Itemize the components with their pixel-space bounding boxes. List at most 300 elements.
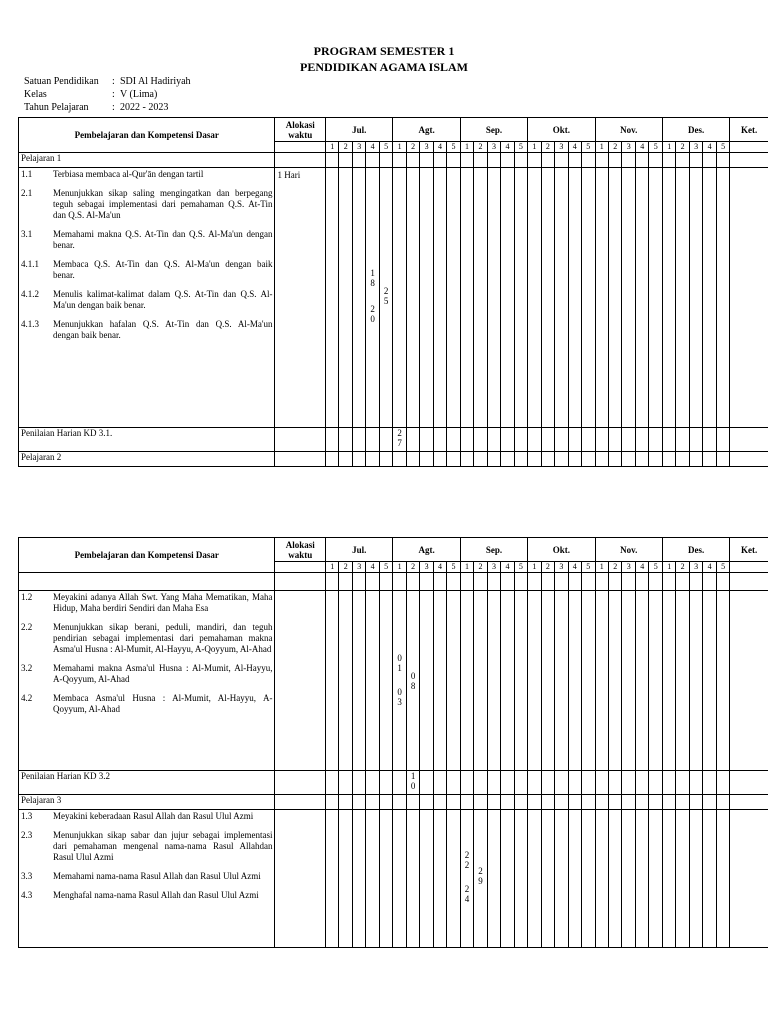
- grid-cell: [514, 810, 527, 948]
- header-month: Okt.: [528, 118, 595, 142]
- info-value: V (Lima): [120, 89, 158, 100]
- header-month: Des.: [662, 538, 729, 562]
- schedule-mark: 18: [370, 268, 375, 288]
- grid-cell: [352, 573, 365, 591]
- grid-cell: [460, 153, 473, 168]
- grid-cell: [447, 153, 461, 168]
- header-kompetensi: Pembelajaran dan Kompetensi Dasar: [19, 538, 275, 573]
- grid-cell: [393, 795, 406, 810]
- ket-cell: [730, 771, 768, 795]
- grid-cell: [406, 153, 419, 168]
- grid-cell: [568, 771, 581, 795]
- grid-cell: [716, 573, 730, 591]
- grid-cell: [366, 573, 379, 591]
- week-number: 1: [460, 562, 473, 573]
- grid-cell: [595, 428, 608, 452]
- grid-cell: [487, 168, 500, 428]
- grid-cell: [676, 153, 689, 168]
- grid-cell: [275, 153, 326, 168]
- grid-cell: [352, 428, 365, 452]
- grid-cell: [501, 153, 514, 168]
- grid-cell: [703, 795, 716, 810]
- competency-number: 2.2: [21, 622, 33, 632]
- competency-text: Menulis kalimat-kalimat dalam Q.S. At-Tin dan Q.S. Al-Ma'un dengan baik benar.: [53, 289, 273, 310]
- grid-cell: [420, 428, 433, 452]
- header-alokasi: Alokasi waktu: [275, 118, 326, 142]
- grid-cell: [649, 573, 663, 591]
- grid-cell: [541, 795, 554, 810]
- grid-cell: [595, 168, 608, 428]
- grid-cell: [595, 810, 608, 948]
- grid-cell: [662, 452, 675, 467]
- competency-text: Memahami makna Asma'ul Husna : Al-Mumit, Al-Hayyu, A-Qoyyum, Al-Ahad: [53, 663, 273, 684]
- schedule-mark: 01: [397, 653, 402, 673]
- grid-cell: [649, 810, 663, 948]
- competency-item: [21, 229, 272, 251]
- grid-cell: [19, 573, 275, 591]
- grid-cell: [406, 810, 419, 948]
- header-month: Jul.: [326, 538, 393, 562]
- schedule-mark: 24: [464, 884, 470, 904]
- week-number: 4: [433, 142, 446, 153]
- grid-cell: [568, 591, 581, 771]
- grid-cell: [555, 795, 568, 810]
- grid-cell: [352, 591, 365, 771]
- competency-item: [21, 259, 272, 281]
- competency-item: [21, 890, 272, 901]
- grid-cell: [568, 168, 581, 428]
- grid-cell: [716, 168, 730, 428]
- ket-cell: [730, 168, 768, 428]
- penilaian-row: [19, 428, 768, 452]
- grid-cell: [501, 771, 514, 795]
- grid-cell: [676, 573, 689, 591]
- grid-cell: [339, 771, 352, 795]
- competency-item: [21, 693, 272, 715]
- grid-cell: [635, 452, 648, 467]
- grid-cell: [622, 452, 635, 467]
- grid-cell: [474, 452, 487, 467]
- grid-cell: [703, 452, 716, 467]
- grid-cell: [501, 591, 514, 771]
- grid-cell: [379, 452, 393, 467]
- grid-cell: [662, 428, 675, 452]
- week-number: 3: [555, 142, 568, 153]
- week-number: 3: [689, 142, 702, 153]
- grid-cell: [716, 428, 730, 452]
- competency-number: 1.3: [21, 811, 33, 821]
- grid-cell: [716, 795, 730, 810]
- header-row: [19, 118, 768, 142]
- grid-cell: [487, 428, 500, 452]
- grid-cell: [676, 591, 689, 771]
- grid-cell: [649, 452, 663, 467]
- week-number: 5: [447, 562, 461, 573]
- grid-cell: [406, 168, 419, 428]
- grid-cell: [595, 795, 608, 810]
- competency-row: [19, 591, 768, 771]
- grid-cell: [379, 810, 393, 948]
- grid-cell: [676, 452, 689, 467]
- grid-cell: [514, 591, 527, 771]
- week-number: 1: [393, 562, 406, 573]
- week-number: 2: [474, 142, 487, 153]
- week-number: 1: [393, 142, 406, 153]
- grid-cell: [447, 168, 461, 428]
- competency-number: 3.1: [21, 229, 33, 239]
- competency-item: [21, 188, 272, 221]
- grid-cell: [649, 795, 663, 810]
- grid-cell: [474, 795, 487, 810]
- grid-cell: [609, 153, 622, 168]
- grid-cell: [460, 428, 473, 452]
- grid-cell: [622, 795, 635, 810]
- grid-cell: [541, 573, 554, 591]
- grid-cell: [420, 810, 433, 948]
- document-subtitle: PENDIDIKAN AGAMA ISLAM: [299, 60, 468, 74]
- grid-cell: [326, 771, 339, 795]
- grid-cell: [635, 771, 648, 795]
- grid-cell: [528, 428, 541, 452]
- grid-cell: [275, 428, 326, 452]
- grid-cell: [433, 428, 446, 452]
- grid-cell: [406, 591, 419, 771]
- grid-cell: [582, 573, 596, 591]
- grid-cell: [622, 810, 635, 948]
- grid-cell: [420, 795, 433, 810]
- competency-number: 4.1.3: [21, 319, 39, 329]
- grid-cell: [703, 168, 716, 428]
- week-number: 4: [703, 142, 716, 153]
- week-number: 1: [595, 142, 608, 153]
- grid-cell: [474, 591, 487, 771]
- grid-cell: [406, 795, 419, 810]
- grid-cell: [433, 591, 446, 771]
- grid-cell: [649, 168, 663, 428]
- header-month: Agt.: [393, 118, 460, 142]
- grid-cell: [703, 153, 716, 168]
- grid-cell: [339, 452, 352, 467]
- grid-cell: [339, 428, 352, 452]
- grid-cell: [460, 591, 473, 771]
- document-title: PROGRAM SEMESTER 1: [313, 44, 455, 58]
- grid-cell: [716, 810, 730, 948]
- competency-item: [21, 319, 272, 341]
- week-number: 5: [649, 562, 663, 573]
- grid-cell: [703, 771, 716, 795]
- penilaian-label: Penilaian Harian KD 3.2: [19, 771, 275, 795]
- grid-cell: [447, 771, 461, 795]
- grid-cell: [635, 168, 648, 428]
- grid-cell: [487, 810, 500, 948]
- competency-number: 3.3: [21, 871, 33, 881]
- week-number: 5: [649, 142, 663, 153]
- week-number: 4: [501, 142, 514, 153]
- competency-number: 4.3: [21, 890, 33, 900]
- grid-cell: [326, 168, 339, 428]
- week-number: 2: [339, 142, 352, 153]
- week-number: 5: [716, 142, 730, 153]
- grid-cell: [528, 168, 541, 428]
- competency-list: [19, 810, 275, 948]
- grid-cell: [730, 562, 768, 573]
- week-number: 4: [635, 142, 648, 153]
- grid-cell: [352, 810, 365, 948]
- grid-cell: [528, 153, 541, 168]
- week-number: 5: [379, 142, 393, 153]
- pelajaran-row: [19, 452, 768, 467]
- week-number: 2: [609, 562, 622, 573]
- grid-cell: [716, 591, 730, 771]
- grid-cell: [393, 573, 406, 591]
- grid-cell: [622, 771, 635, 795]
- grid-cell: [366, 168, 379, 428]
- grid-cell: [662, 573, 675, 591]
- grid-cell: [352, 153, 365, 168]
- grid-cell: [514, 153, 527, 168]
- week-number: 1: [326, 562, 339, 573]
- grid-cell: [352, 795, 365, 810]
- grid-cell: [568, 810, 581, 948]
- schedule-mark: 20: [370, 304, 375, 324]
- grid-cell: [595, 452, 608, 467]
- header-ket: Ket.: [730, 118, 768, 142]
- grid-cell: [514, 428, 527, 452]
- grid-cell: [568, 428, 581, 452]
- grid-cell: [555, 153, 568, 168]
- week-number: 1: [460, 142, 473, 153]
- header-ket: Ket.: [730, 538, 768, 562]
- grid-cell: [514, 573, 527, 591]
- competency-text: Menunjukkan hafalan Q.S. At-Tin dan Q.S. Al-Ma'un dengan baik benar.: [53, 319, 273, 340]
- grid-cell: [379, 795, 393, 810]
- grid-cell: [420, 573, 433, 591]
- grid-cell: [393, 591, 406, 771]
- grid-cell: [595, 771, 608, 795]
- grid-cell: [275, 771, 326, 795]
- grid-cell: [447, 810, 461, 948]
- grid-cell: [501, 795, 514, 810]
- grid-cell: [568, 452, 581, 467]
- week-number: 2: [676, 142, 689, 153]
- week-number: 1: [528, 562, 541, 573]
- header-row: [19, 538, 768, 562]
- ket-cell: [730, 810, 768, 948]
- grid-cell: [474, 810, 487, 948]
- grid-cell: [541, 452, 554, 467]
- grid-cell: [275, 810, 326, 948]
- grid-cell: [649, 153, 663, 168]
- ket-cell: [730, 153, 768, 168]
- week-number: 3: [689, 562, 702, 573]
- blank-row: [19, 573, 768, 591]
- grid-cell: [460, 452, 473, 467]
- penilaian-row: [19, 771, 768, 795]
- grid-cell: [689, 795, 702, 810]
- schedule-mark: 03: [397, 687, 402, 707]
- grid-cell: [609, 428, 622, 452]
- grid-cell: [635, 810, 648, 948]
- grid-cell: [649, 428, 663, 452]
- competency-row: [19, 810, 768, 948]
- grid-cell: [662, 168, 675, 428]
- week-number: 5: [582, 562, 596, 573]
- grid-cell: [609, 810, 622, 948]
- grid-cell: [689, 591, 702, 771]
- week-number: 2: [541, 142, 554, 153]
- grid-cell: [716, 452, 730, 467]
- grid-cell: [568, 573, 581, 591]
- grid-cell: [379, 591, 393, 771]
- grid-cell: [474, 153, 487, 168]
- week-number: 2: [406, 142, 419, 153]
- competency-row: [19, 168, 768, 428]
- competency-number: 2.1: [21, 188, 33, 198]
- week-number: 2: [339, 562, 352, 573]
- pelajaran-row: [19, 153, 768, 168]
- grid-cell: [622, 153, 635, 168]
- grid-cell: [447, 591, 461, 771]
- grid-cell: [326, 795, 339, 810]
- grid-cell: [326, 573, 339, 591]
- grid-cell: [393, 771, 406, 795]
- grid-cell: [582, 591, 596, 771]
- grid-cell: [555, 591, 568, 771]
- grid-cell: [568, 153, 581, 168]
- grid-cell: [275, 591, 326, 771]
- week-number: 2: [609, 142, 622, 153]
- week-number: 3: [420, 142, 433, 153]
- week-number: 2: [541, 562, 554, 573]
- header-alokasi: Alokasi waktu: [275, 538, 326, 562]
- grid-cell: [703, 591, 716, 771]
- grid-cell: [366, 771, 379, 795]
- header-month: Sep.: [460, 118, 527, 142]
- grid-cell: [703, 428, 716, 452]
- grid-cell: [501, 168, 514, 428]
- week-number: 3: [352, 142, 365, 153]
- grid-cell: [474, 771, 487, 795]
- week-number: 3: [555, 562, 568, 573]
- grid-cell: [609, 795, 622, 810]
- grid-cell: [433, 452, 446, 467]
- semester-table-2: [18, 537, 768, 948]
- grid-cell: [689, 428, 702, 452]
- grid-cell: [528, 771, 541, 795]
- grid-cell: [649, 591, 663, 771]
- competency-number: 4.1.2: [21, 289, 39, 299]
- grid-cell: [474, 428, 487, 452]
- grid-cell: [379, 428, 393, 452]
- grid-cell: [487, 795, 500, 810]
- grid-cell: [433, 168, 446, 428]
- grid-cell: [730, 142, 768, 153]
- grid-cell: [339, 795, 352, 810]
- grid-cell: [541, 153, 554, 168]
- competency-number: 4.2: [21, 693, 33, 703]
- grid-cell: [393, 452, 406, 467]
- week-number: 4: [568, 142, 581, 153]
- grid-cell: [420, 591, 433, 771]
- week-number: 5: [447, 142, 461, 153]
- grid-cell: [635, 153, 648, 168]
- penilaian-mark: 10: [410, 771, 416, 791]
- header-month: Nov.: [595, 538, 662, 562]
- penilaian-mark: 27: [397, 428, 402, 448]
- grid-cell: [716, 771, 730, 795]
- grid-cell: [326, 452, 339, 467]
- grid-cell: [649, 771, 663, 795]
- grid-cell: [635, 591, 648, 771]
- grid-cell: [622, 573, 635, 591]
- header-month: Agt.: [393, 538, 460, 562]
- competency-number: 1.1: [21, 169, 33, 179]
- grid-cell: [582, 795, 596, 810]
- grid-cell: [433, 810, 446, 948]
- grid-cell: [447, 573, 461, 591]
- competency-text: Memahami nama-nama Rasul Allah dan Rasul Ulul Azmi: [53, 871, 261, 881]
- grid-cell: [609, 573, 622, 591]
- grid-cell: [662, 810, 675, 948]
- grid-cell: [582, 810, 596, 948]
- grid-cell: [339, 168, 352, 428]
- grid-cell: [595, 591, 608, 771]
- grid-cell: [326, 591, 339, 771]
- grid-cell: [703, 573, 716, 591]
- grid-cell: [433, 795, 446, 810]
- info-value: SDI Al Hadiriyah: [120, 76, 191, 87]
- week-number: 4: [433, 562, 446, 573]
- competency-number: 2.3: [21, 830, 33, 840]
- grid-cell: [447, 795, 461, 810]
- semester-table-1: [18, 117, 768, 467]
- grid-cell: [528, 591, 541, 771]
- grid-cell: [501, 428, 514, 452]
- competency-item: [21, 871, 272, 882]
- week-number: 3: [420, 562, 433, 573]
- competency-text: Menghafal nama-nama Rasul Allah dan Rasul Ulul Azmi: [53, 890, 259, 900]
- grid-cell: [541, 168, 554, 428]
- grid-cell: [609, 771, 622, 795]
- grid-cell: [514, 795, 527, 810]
- grid-cell: [501, 452, 514, 467]
- competency-number: 1.2: [21, 592, 33, 602]
- header-month: Des.: [662, 118, 729, 142]
- grid-cell: [716, 153, 730, 168]
- grid-cell: [689, 573, 702, 591]
- grid-cell: [460, 573, 473, 591]
- week-number: 2: [406, 562, 419, 573]
- competency-number: 3.2: [21, 663, 33, 673]
- grid-cell: [676, 428, 689, 452]
- grid-cell: [662, 771, 675, 795]
- grid-cell: [582, 771, 596, 795]
- grid-cell: [555, 771, 568, 795]
- pelajaran-3-label: Pelajaran 3: [19, 795, 275, 810]
- week-number: 2: [676, 562, 689, 573]
- week-number: 4: [703, 562, 716, 573]
- grid-cell: [662, 795, 675, 810]
- competency-text: Membaca Q.S. At-Tin dan Q.S. Al-Ma'un dengan baik benar.: [53, 259, 273, 280]
- week-number: 3: [352, 562, 365, 573]
- grid-cell: [582, 153, 596, 168]
- grid-cell: [447, 428, 461, 452]
- grid-cell: [474, 573, 487, 591]
- grid-cell: [689, 810, 702, 948]
- week-number: 5: [514, 142, 527, 153]
- grid-cell: [689, 452, 702, 467]
- competency-list: [19, 168, 275, 428]
